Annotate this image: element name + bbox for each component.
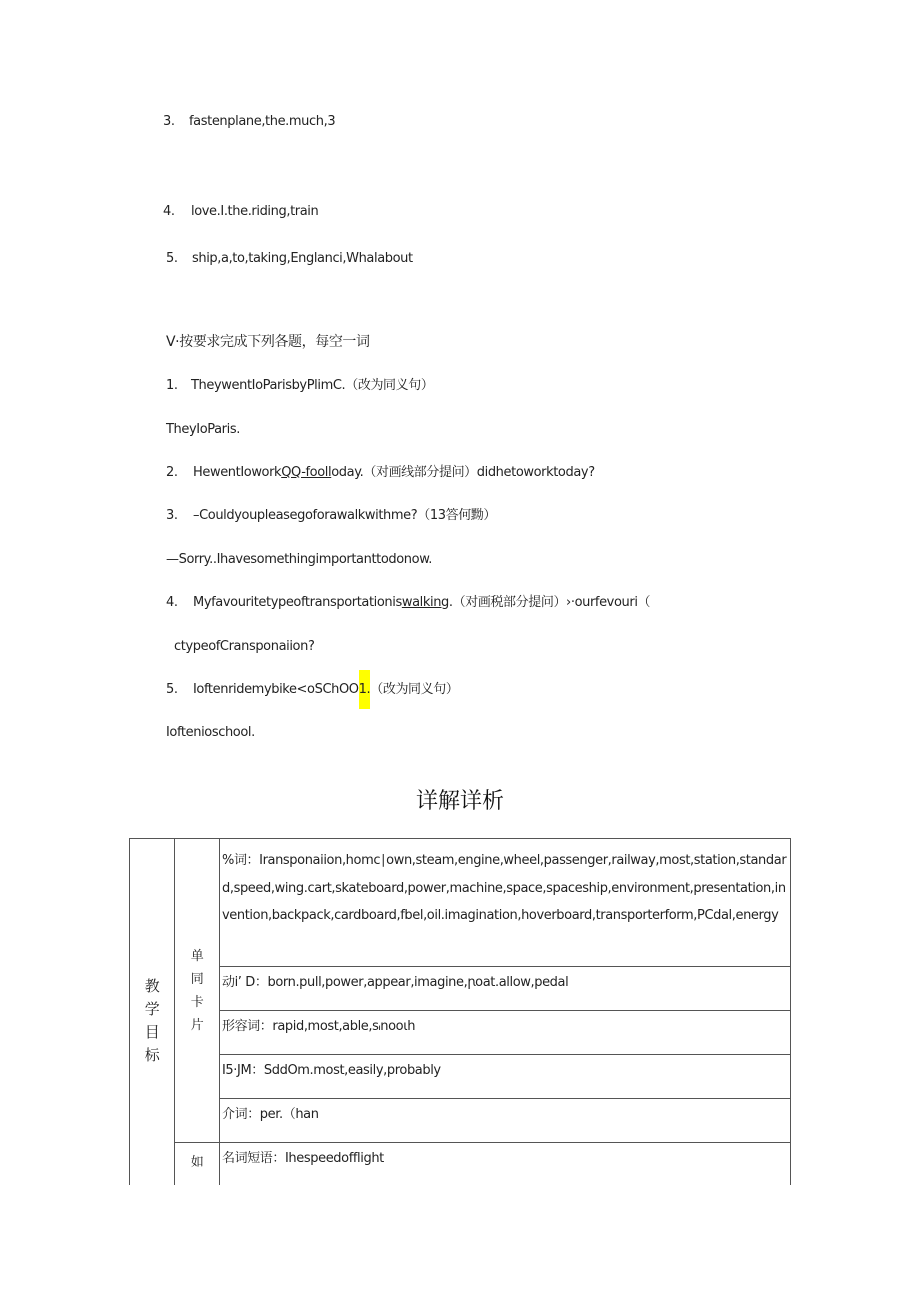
question-1 — [166, 377, 433, 395]
question-text: –Couldyoupleasegoforawalkwithme?（13答何黝） — [193, 508, 496, 523]
item-number: 4. — [163, 204, 175, 219]
question-number: 1. — [166, 378, 178, 393]
question-text-tail: .（对画税部分提问）›·ourfevouri（ — [448, 595, 651, 610]
prepositions-cell: 介词：per.（han — [220, 1099, 791, 1143]
section-v-heading: V·按要求完成下列各题，每空一词 — [166, 334, 370, 350]
question-4-continuation: ctypeofCransponaiion? — [174, 639, 315, 654]
section-title: 详解详析 — [415, 789, 504, 814]
vocabulary-table — [129, 838, 791, 1203]
question-number: 5. — [166, 682, 178, 697]
item-5 — [166, 250, 413, 268]
item-3 — [163, 113, 335, 131]
table-row — [130, 1099, 791, 1143]
question-5 — [166, 681, 458, 699]
item-text: ship,a,to,taking,Englanci,Whalabout — [192, 251, 413, 266]
question-text: TheywentIoParisbyPlimC.（改为同义句） — [191, 378, 434, 393]
question-text: HewentIowork — [193, 465, 282, 480]
question-4 — [166, 594, 650, 612]
table-row — [130, 1055, 791, 1099]
question-number: 4. — [166, 595, 178, 610]
item-4 — [163, 203, 318, 221]
underlined-phrase: walking — [401, 595, 449, 610]
nouns-cell: %词：Iransponaiion,homc∣own,steam,engine,wheel,passenger,railway,most,station,standard,speed,wing.cart,skateboard,power,machine,space,spaceship,environment,presentation,invention,backpack,cardboard,fbel,oil.imagination,hoverboard,transporterform,PCdal,energy — [220, 839, 791, 967]
adverbs-cell: I5·JM：SddOm.most,easily,probably — [220, 1055, 791, 1099]
adjectives-cell: 形容词：rapid,most,able,s៲nooιh — [220, 1011, 791, 1055]
item-number: 5. — [166, 251, 178, 266]
table-row — [130, 1011, 791, 1055]
question-text: Myfavouritetypeoftransportationis — [193, 595, 402, 610]
question-number: 2. — [166, 465, 178, 480]
table-row — [130, 967, 791, 1011]
answer-3: —Sorry..Ihavesomethingimportanttodonow. — [166, 552, 432, 567]
table-row — [130, 839, 791, 967]
item-number: 3. — [163, 114, 175, 129]
question-2 — [166, 464, 595, 482]
question-3 — [166, 507, 496, 525]
word-card-cell — [175, 839, 220, 1143]
question-number: 3. — [166, 508, 178, 523]
item-text: love.I.the.riding,train — [191, 204, 319, 219]
phrases-label: 如 — [190, 1155, 204, 1170]
teaching-goal-cell — [130, 839, 175, 1203]
teaching-goal-label: 教 学 目 标 — [144, 976, 160, 1064]
page-cutoff — [0, 1185, 920, 1301]
underlined-phrase: QQ-fooll — [281, 465, 332, 480]
question-text-tail: oday.（对画线部分提问）didhetoworktoday? — [331, 465, 595, 480]
verbs-cell: 动i’ D：born.pull,power,appear,imagine,ꞃoat.allow,pedal — [220, 967, 791, 1011]
answer-5: Ioftenioschool. — [166, 725, 255, 740]
answer-1: TheyIoParis. — [166, 422, 240, 437]
question-text: Ioftenridemybike<oSChOO — [193, 682, 359, 697]
highlighted-text: 1. — [359, 670, 371, 709]
word-card-label: 单 同 卡 片 — [190, 948, 204, 1033]
item-text: fastenplane,the.much,3 — [189, 114, 336, 129]
noun-phrases-cell: 名词短语：Ihespeedofflight — [220, 1143, 791, 1203]
question-text-tail: （改为同义句） — [370, 682, 459, 697]
